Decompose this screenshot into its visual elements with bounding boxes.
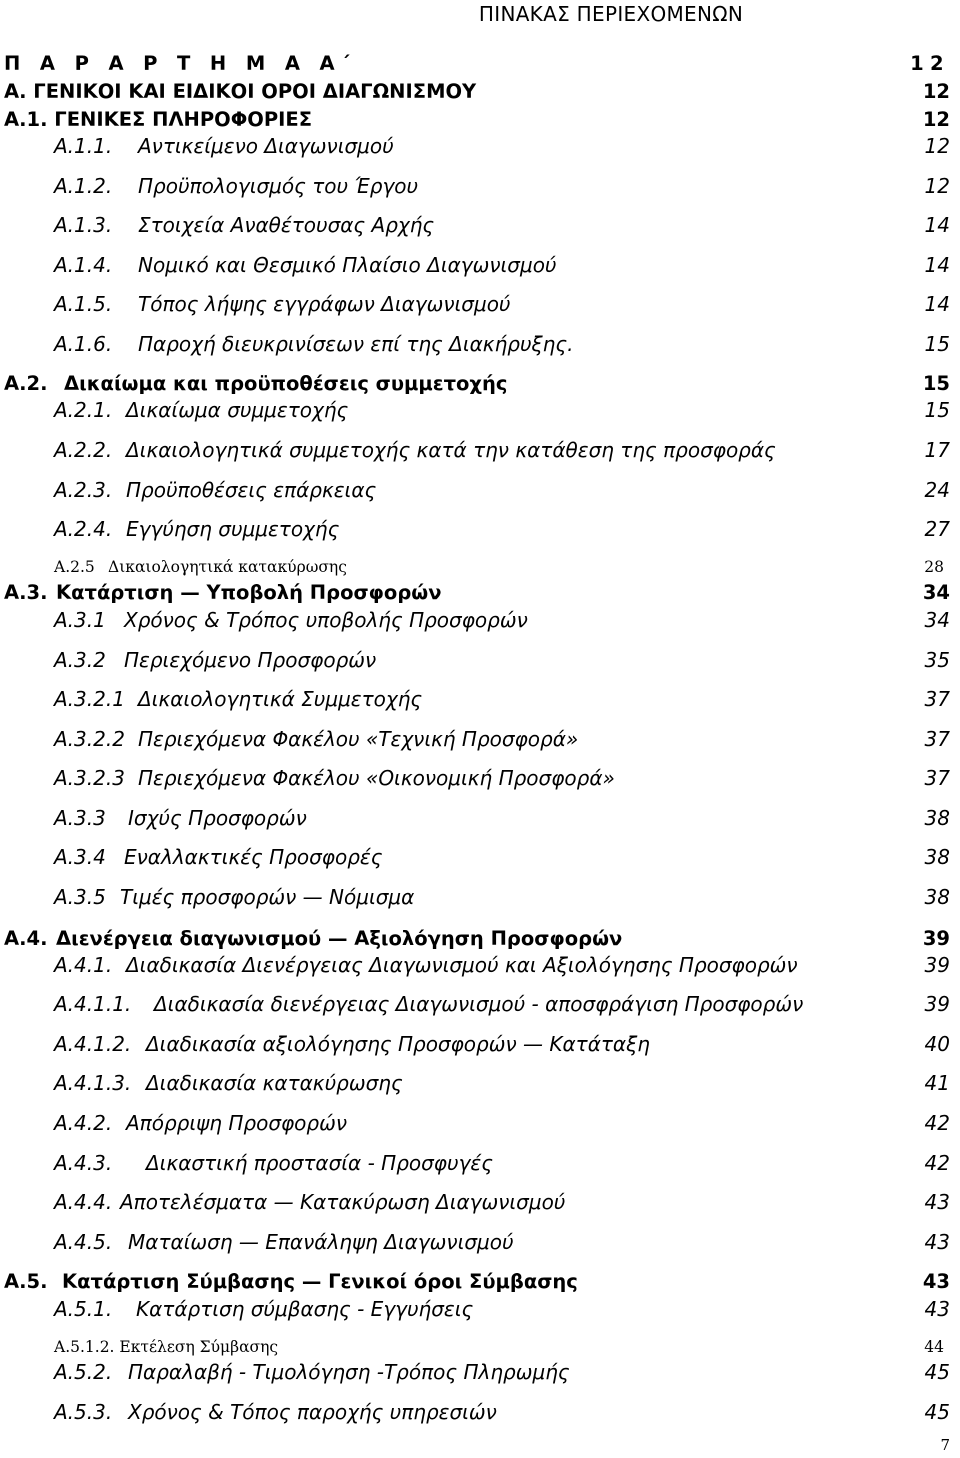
toc-entry-page: 43 bbox=[924, 1190, 950, 1214]
toc-entry-page: 14 bbox=[924, 213, 950, 237]
toc-entry-number: Α.3.2.2 bbox=[54, 727, 125, 751]
toc-entry-page: 39 bbox=[924, 953, 950, 977]
toc-entry-label: Ματαίωση — Επανάληψη Διαγωνισμού bbox=[128, 1230, 514, 1254]
toc-entry-label: Τόπος λήψης εγγράφων Διαγωνισμού bbox=[138, 292, 511, 316]
toc-entry-number: Α.1.5. bbox=[54, 292, 113, 316]
toc-entry-label: Α.5.1.2. Εκτέλεση Σύμβασης bbox=[54, 1338, 279, 1356]
toc-entry-page: 15 bbox=[924, 398, 950, 422]
toc-entry-page: 12 bbox=[924, 174, 950, 198]
toc-entry-number: Α.5.1. bbox=[54, 1297, 113, 1321]
toc-entry-number: Α.4.1.2. bbox=[54, 1032, 132, 1056]
toc-entry-label: Στοιχεία Αναθέτουσας Αρχής bbox=[138, 213, 435, 237]
toc-entry-number: Α.2.5 bbox=[54, 558, 95, 576]
toc-entry-number: Α.5. bbox=[4, 1270, 48, 1293]
toc-entry-label: Διαδικασία Διενέργειας Διαγωνισμού και Αξιολόγησης Προσφορών bbox=[126, 953, 798, 977]
toc-entry-page: 12 bbox=[924, 134, 950, 158]
toc-entry-label: Α.1. ΓΕΝΙΚΕΣ ΠΛΗΡΟΦΟΡΙΕΣ bbox=[4, 108, 313, 131]
page-title: ΠΙΝΑΚΑΣ ΠΕΡΙΕΧΟΜΕΝΩΝ bbox=[478, 2, 744, 26]
page-number: 7 bbox=[940, 1436, 950, 1454]
toc-entry-page: 43 bbox=[922, 1270, 950, 1293]
toc-entry-label: Δικαίωμα και προϋποθέσεις συμμετοχής bbox=[64, 372, 508, 395]
toc-entry-label: Αποτελέσματα — Κατακύρωση Διαγωνισμού bbox=[120, 1190, 566, 1214]
toc-entry-label: Χρόνος & Τόπος παροχής υπηρεσιών bbox=[128, 1400, 497, 1424]
toc-entry-number: Α.2. bbox=[4, 372, 48, 395]
toc-entry-label: Διενέργεια διαγωνισμού — Αξιολόγηση Προσφορών bbox=[56, 927, 623, 950]
toc-entry-label: Διαδικασία αξιολόγησης Προσφορών — Κατάταξη bbox=[146, 1032, 650, 1056]
toc-entry-page: 12 bbox=[922, 80, 950, 103]
toc-entry-page: 45 bbox=[924, 1400, 950, 1424]
toc-entry-number: Α.4.4. bbox=[54, 1190, 113, 1214]
toc-entry-number: Α.3.3 bbox=[54, 806, 106, 830]
toc-entry-label: Εγγύηση συμμετοχής bbox=[126, 517, 340, 541]
toc-entry-page: 42 bbox=[924, 1151, 950, 1175]
toc-entry-page: 43 bbox=[924, 1297, 950, 1321]
toc-entry-page: 38 bbox=[924, 885, 950, 909]
toc-entry-label: Α. ΓΕΝΙΚΟΙ ΚΑΙ ΕΙΔΙΚΟΙ ΟΡΟΙ ΔΙΑΓΩΝΙΣΜΟΥ bbox=[4, 80, 477, 103]
toc-entry-number: Α.1.2. bbox=[54, 174, 113, 198]
toc-entry-page: 28 bbox=[924, 558, 944, 576]
toc-entry-label: Νομικό και Θεσμικό Πλαίσιο Διαγωνισμού bbox=[138, 253, 557, 277]
toc-entry-page: 24 bbox=[924, 478, 950, 502]
toc-entry-label: Δικαιολογητικά συμμετοχής κατά την κατάθεση της προσφοράς bbox=[126, 438, 776, 462]
toc-entry-label: Χρόνος & Τρόπος υποβολής Προσφορών bbox=[124, 608, 528, 632]
toc-entry-label: Περιεχόμενα Φακέλου «Οικονομική Προσφορά» bbox=[138, 766, 615, 790]
toc-entry-label: Κατάρτιση — Υποβολή Προσφορών bbox=[56, 581, 442, 604]
toc-entry-page: 12 bbox=[910, 52, 950, 75]
toc-entry-number: Α.2.3. bbox=[54, 478, 113, 502]
toc-entry-page: 14 bbox=[924, 253, 950, 277]
toc-entry-page: 12 bbox=[922, 108, 950, 131]
toc-entry-number: Α.3.2 bbox=[54, 648, 106, 672]
toc-entry-number: Α.5.2. bbox=[54, 1360, 113, 1384]
toc-entry-label: Τιμές προσφορών — Νόμισμα bbox=[120, 885, 415, 909]
toc-entry-page: 45 bbox=[924, 1360, 950, 1384]
toc-entry-label: Παροχή διευκρινίσεων επί της Διακήρυξης. bbox=[138, 332, 574, 356]
toc-entry-label: Δικαίωμα συμμετοχής bbox=[126, 398, 349, 422]
toc-entry-page: 41 bbox=[924, 1071, 950, 1095]
toc-entry-page: 14 bbox=[924, 292, 950, 316]
toc-entry-number: Α.2.4. bbox=[54, 517, 113, 541]
toc-entry-label: Παραλαβή - Τιμολόγηση -Τρόπος Πληρωμής bbox=[128, 1360, 570, 1384]
toc-entry-page: 37 bbox=[924, 687, 950, 711]
toc-entry-number: Α.3.2.3 bbox=[54, 766, 125, 790]
toc-entry-number: Α.4. bbox=[4, 927, 48, 950]
toc-entry-page: 27 bbox=[924, 517, 950, 541]
toc-entry-number: Α.4.1.1. bbox=[54, 992, 132, 1016]
toc-entry-label: Προϋπολογισμός του Έργου bbox=[138, 174, 419, 198]
toc-entry-number: Α.2.1. bbox=[54, 398, 113, 422]
toc-entry-label: Προϋποθέσεις επάρκειας bbox=[126, 478, 377, 502]
toc-entry-label: Διαδικασία διενέργειας Διαγωνισμού - αποσφράγιση Προσφορών bbox=[154, 992, 804, 1016]
toc-entry-number: Α.3. bbox=[4, 581, 48, 604]
toc-entry-number: Α.5.3. bbox=[54, 1400, 113, 1424]
toc-entry-label: Εναλλακτικές Προσφορές bbox=[124, 845, 383, 869]
toc-entry-page: 44 bbox=[924, 1338, 944, 1356]
toc-entry-number: Α.4.5. bbox=[54, 1230, 113, 1254]
toc-entry-number: Α.4.1.3. bbox=[54, 1071, 132, 1095]
toc-entry-page: 40 bbox=[924, 1032, 950, 1056]
toc-entry-label: Περιεχόμενα Φακέλου «Τεχνική Προσφορά» bbox=[138, 727, 579, 751]
toc-entry-label: Κατάρτιση Σύμβασης — Γενικοί όροι Σύμβασης bbox=[62, 1270, 578, 1293]
toc-entry-page: 38 bbox=[924, 845, 950, 869]
toc-entry-page: 35 bbox=[924, 648, 950, 672]
toc-entry-page: 39 bbox=[922, 927, 950, 950]
toc-entry-page: 34 bbox=[922, 581, 950, 604]
toc-entry-label: Αντικείμενο Διαγωνισμού bbox=[138, 134, 394, 158]
toc-entry-label: Δικαστική προστασία - Προσφυγές bbox=[146, 1151, 493, 1175]
toc-entry-page: 38 bbox=[924, 806, 950, 830]
toc-entry-label: Δικαιολογητικά κατακύρωσης bbox=[108, 558, 347, 576]
toc-entry-page: 37 bbox=[924, 727, 950, 751]
toc-entry-page: 43 bbox=[924, 1230, 950, 1254]
toc-entry-number: Α.1.4. bbox=[54, 253, 113, 277]
toc-entry-page: 15 bbox=[924, 332, 950, 356]
toc-entry-label: Απόρριψη Προσφορών bbox=[126, 1111, 348, 1135]
toc-entry-label: Δικαιολογητικά Συμμετοχής bbox=[138, 687, 423, 711]
toc-entry-number: Α.2.2. bbox=[54, 438, 113, 462]
toc-entry-number: Α.3.1 bbox=[54, 608, 106, 632]
toc-entry-label: Διαδικασία κατακύρωσης bbox=[146, 1071, 403, 1095]
toc-entry-number: Α.4.3. bbox=[54, 1151, 113, 1175]
toc-entry-number: Α.1.1. bbox=[54, 134, 113, 158]
toc-entry-number: Α.1.6. bbox=[54, 332, 113, 356]
toc-entry-label: Ισχύς Προσφορών bbox=[128, 806, 307, 830]
toc-entry-page: 34 bbox=[924, 608, 950, 632]
toc-entry-number: Α.3.5 bbox=[54, 885, 106, 909]
toc-entry-label: Περιεχόμενο Προσφορών bbox=[124, 648, 377, 672]
toc-entry-page: 17 bbox=[924, 438, 950, 462]
toc-entry-number: Α.4.2. bbox=[54, 1111, 113, 1135]
toc-entry-label: Κατάρτιση σύμβασης - Εγγυήσεις bbox=[136, 1297, 474, 1321]
toc-entry-number: Α.3.2.1 bbox=[54, 687, 125, 711]
toc-entry-number: Α.1.3. bbox=[54, 213, 113, 237]
toc-entry-label: Π Α Ρ Α Ρ Τ Η Μ Α Α΄ bbox=[4, 52, 357, 75]
toc-entry-number: Α.4.1. bbox=[54, 953, 113, 977]
toc-entry-page: 39 bbox=[924, 992, 950, 1016]
toc-entry-page: 15 bbox=[922, 372, 950, 395]
toc-entry-number: Α.3.4 bbox=[54, 845, 106, 869]
toc-entry-page: 42 bbox=[924, 1111, 950, 1135]
toc-entry-page: 37 bbox=[924, 766, 950, 790]
